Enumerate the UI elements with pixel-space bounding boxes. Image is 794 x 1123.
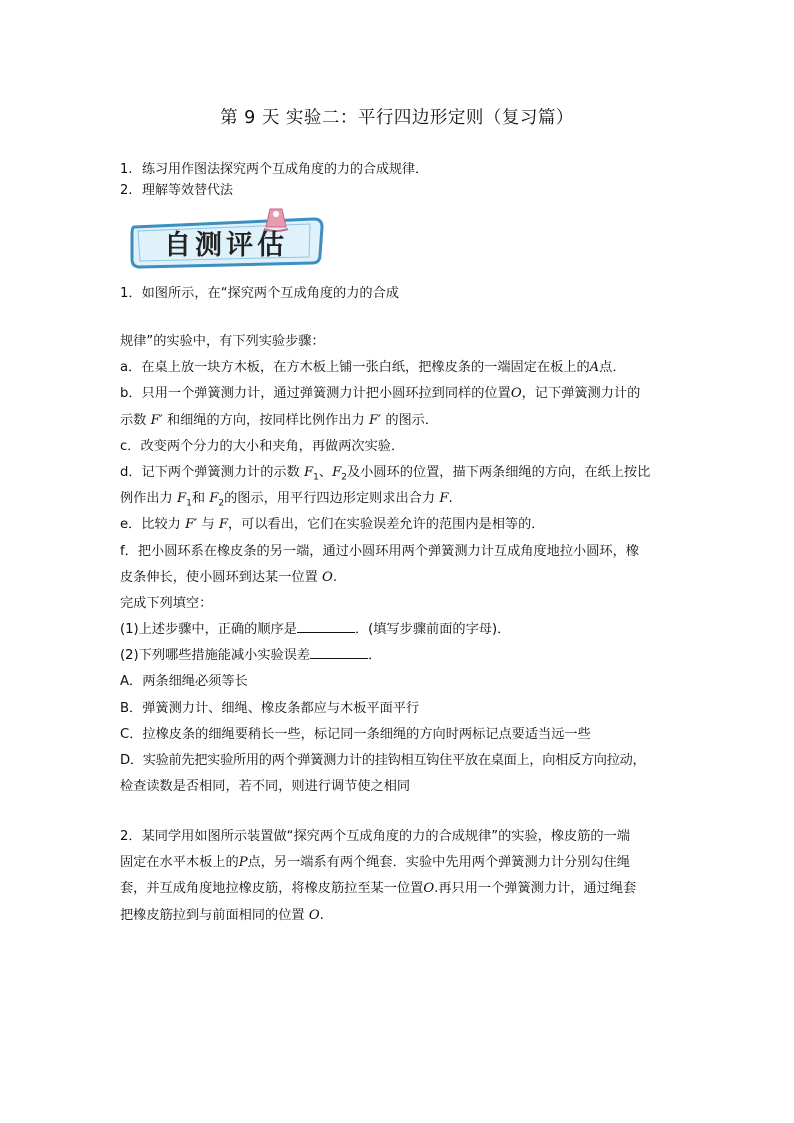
step-d: d．记下两个弹簧测力计的示数 $F_1$、$F_2$及小圆环的位置，描下两条细绳的方向，在纸上按比 xyxy=(120,464,651,483)
part-1: (1)上述步骤中，正确的顺序是 ．(填写步骤前面的字母)． xyxy=(120,617,680,643)
answer-blank-2[interactable] xyxy=(310,643,368,659)
fill-instructions: 完成下列填空： xyxy=(120,595,213,611)
question-1: 规律”的实验中，有下列实验步骤： a．在桌上放一块方木板，在方木板上铺一张白纸，把橡皮条的一端固定在板上的A点． b．只用一个弹簧测力计，通过弹簧测力计把小圆环拉到同样的位置O，记下弹簧测力计的 示数 F′ 和细绳的方向，按同样比例作出力 F′ 的图示． c．改变两个分力的大小和夹角，再做两次实验． d．记下两个弹簧测力计的示数 $F_1$、$F_2$及小圆环的位置，描下两条细绳的方向，在纸上按比 例作出力 $F_1$和 $F_2$的图示，用平行四边形定则求出合力 F. e．比较力 F′ 与 F，可以看出，它们在实验误差允许的范围内是相等的． f．把小圆环系在橡皮条的另一端，通过小圆环用两个弹簧测力计互成角度地拉小圆环，橡 皮条伸长，使小圆环到达某一位置 O. 完成下列填空： (1)上述步骤中，正确的顺序是 ．(填写步骤前面的字母)． (2)下列哪些措施能减小实验误差 ． A．两条细绳必须等长 B．弹簧测力计、细绳、橡皮条都应与木板平面平行 C．拉橡皮条的细绳要稍长一些，标记同一条细绳的方向时两标记点要适当远一些 D．实验前先把实验所用的两个弹簧测力计的挂钩相互钩住平放在桌面上，向相反方向拉动， 检查读数是否相同，若不同，则进行调节使之相同 xyxy=(120,329,680,800)
part-2: (2)下列哪些措施能减小实验误差 ． xyxy=(120,643,680,669)
step-b: b．只用一个弹簧测力计，通过弹簧测力计把小圆环拉到同样的位置O，记下弹簧测力计的 xyxy=(120,386,641,402)
option-d: D．实验前先把实验所用的两个弹簧测力计的挂钩相互钩住平放在桌面上，向相反方向拉动， xyxy=(120,753,646,768)
question-2: 2．某同学用如图所示装置做“探究两个互成角度的力的合成规律”的实验，橡皮筋的一端 固定在水平木板上的P点，另一端系有两个绳套．实验中先用两个弹簧测力计分别勾住绳 套，并互成角度地拉橡皮筋，将橡皮筋拉至某一位置O.再只用一个弹簧测力计，通过绳套 把橡皮筋拉到与前面相同的位置 O. xyxy=(120,829,637,923)
objective-1: 1. 练习用作图法探究两个互成角度的力的合成规律． xyxy=(120,162,429,177)
option-c: C．拉橡皮条的细绳要稍长一些，标记同一条细绳的方向时两标记点要适当远一些 xyxy=(120,726,591,742)
step-f: f．把小圆环系在橡皮条的另一端，通过小圆环用两个弹簧测力计互成角度地拉小圆环，橡 xyxy=(120,543,639,559)
step-e: e．比较力 F′ 与 F，可以看出，它们在实验误差允许的范围内是相等的． xyxy=(120,517,545,533)
banner-label: 自测评估 xyxy=(164,230,288,261)
question-1-intro: 1．如图所示，在“探究两个互成角度的力的合成 xyxy=(120,286,399,301)
answer-blank-1[interactable] xyxy=(297,617,355,633)
step-c: c．改变两个分力的大小和夹角，再做两次实验． xyxy=(120,438,405,454)
option-b: B．弹簧测力计、细绳、橡皮条都应与木板平面平行 xyxy=(120,700,420,716)
page-title: 第 9 天 实验二：平行四边形定则（复习篇） xyxy=(220,108,574,128)
option-a: A．两条细绳必须等长 xyxy=(120,674,248,690)
self-assessment-banner xyxy=(128,205,324,271)
objective-2: 2. 理解等效替代法 xyxy=(120,183,234,198)
step-a: a．在桌上放一块方木板，在方木板上铺一张白纸，把橡皮条的一端固定在板上的A点． xyxy=(120,360,626,376)
